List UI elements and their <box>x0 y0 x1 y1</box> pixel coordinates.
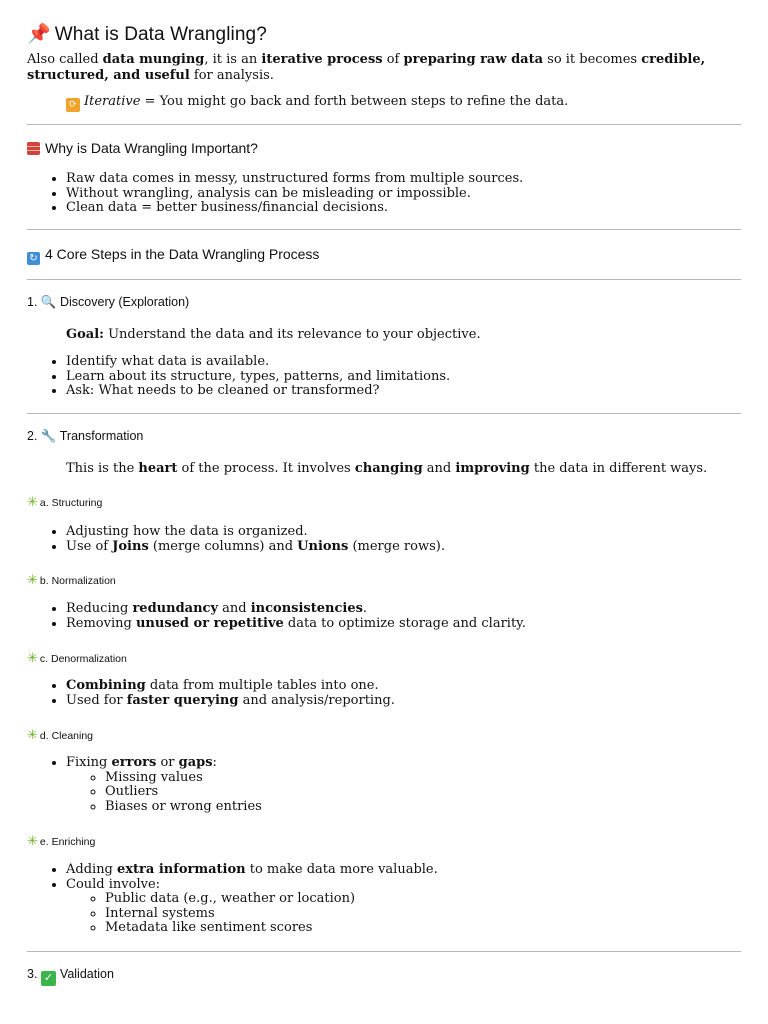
enriching-sublist <box>66 892 438 936</box>
validation-heading <box>27 967 114 986</box>
item-bold: gaps <box>178 755 213 770</box>
para-text: the data in different ways. <box>529 461 708 476</box>
item-bold: unused or repetitive <box>135 615 284 631</box>
transformation-intro <box>66 461 707 477</box>
discovery-heading <box>27 295 189 310</box>
why-list <box>27 172 523 216</box>
intro-text: so it becomes <box>543 52 642 67</box>
item-text: Could involve: <box>66 876 161 892</box>
normalization-heading-text: b. Normalization <box>39 575 116 587</box>
list-item <box>66 756 262 814</box>
para-text: of the process. It involves <box>177 461 355 476</box>
sparkle-icon: ✳ <box>27 833 38 848</box>
para-bold: heart <box>138 461 178 476</box>
page-title <box>27 22 267 46</box>
list-item <box>66 863 438 878</box>
item-text: Fixing <box>66 755 112 770</box>
step-number: 1. <box>27 295 38 309</box>
core-steps-heading-text: 4 Core Steps in the Data Wrangling Process <box>45 246 320 262</box>
cycle-icon: ↻ <box>27 252 40 265</box>
divider <box>27 124 741 125</box>
list-item: • Adjusting how the data is organized. <box>66 525 445 540</box>
normalization-heading <box>27 572 116 588</box>
item-bold: extra information <box>117 862 246 877</box>
list-item: • Without wrangling, analysis can be misleading or impossible. <box>66 187 523 202</box>
item-text: (merge rows). <box>348 538 445 554</box>
iterative-text: = You might go back and forth between steps to refine the data. <box>140 94 569 109</box>
item-bold: inconsistencies <box>250 601 363 616</box>
item-text: or <box>156 755 179 770</box>
item-text: . <box>362 601 368 616</box>
list-item: ◦ Public data (e.g., weather or location) <box>105 892 438 907</box>
list-item <box>66 602 526 617</box>
item-text: Used for <box>66 692 127 708</box>
validation-heading-text: Validation <box>59 967 114 981</box>
item-text: Reducing <box>66 601 133 616</box>
list-item: • Clean data = better business/financial decisions. <box>66 201 523 216</box>
sparkle-icon: ✳ <box>27 727 38 742</box>
cleaning-sublist <box>66 771 262 815</box>
cleaning-heading <box>27 727 93 743</box>
item-text: : <box>212 755 217 770</box>
discovery-heading-text: Discovery (Exploration) <box>59 295 190 309</box>
page-title-text: What is Data Wrangling? <box>54 24 267 45</box>
repeat-icon: ⟳ <box>66 98 80 112</box>
intro-text: , it is an <box>204 52 262 67</box>
cleaning-list <box>27 756 262 814</box>
intro-text: for analysis. <box>189 68 274 83</box>
divider <box>27 279 741 280</box>
list-item: • Ask: What needs to be cleaned or transformed? <box>66 384 450 399</box>
list-item <box>66 679 395 694</box>
intro-bold: credible, structured, and useful <box>27 52 706 83</box>
item-text: to make data more valuable. <box>245 862 438 877</box>
list-item: ◦ Biases or wrong entries <box>105 800 262 815</box>
intro-paragraph <box>27 52 741 84</box>
cleaning-heading-text: d. Cleaning <box>39 730 94 742</box>
list-item: ◦ Metadata like sentiment scores <box>105 921 438 936</box>
magnifier-icon: 🔍 <box>40 295 57 309</box>
item-bold: Joins <box>112 538 149 554</box>
pushpin-icon: 📌 <box>27 24 51 45</box>
wrench-icon: 🔧 <box>40 429 57 443</box>
sparkle-icon: ✳ <box>27 650 38 665</box>
para-bold: changing <box>354 461 423 476</box>
item-text: Use of <box>66 538 113 554</box>
intro-bold: preparing raw data <box>403 52 544 67</box>
list-item <box>66 878 438 936</box>
why-heading-text: Why is Data Wrangling Important? <box>45 140 258 156</box>
brick-icon <box>27 142 40 155</box>
intro-text: of <box>382 52 404 67</box>
item-bold: faster querying <box>126 692 239 708</box>
list-item: • Identify what data is available. <box>66 355 450 370</box>
discovery-goal <box>66 327 481 343</box>
check-icon: ✓ <box>41 971 56 986</box>
list-item: ◦ Missing values <box>105 771 262 786</box>
item-text: data to optimize storage and clarity. <box>283 615 526 631</box>
goal-label: Goal: <box>66 327 104 342</box>
list-item <box>66 617 526 632</box>
intro-bold: data munging <box>102 52 205 67</box>
enriching-list <box>27 863 438 936</box>
list-item: ◦ Internal systems <box>105 907 438 922</box>
sparkle-icon: ✳ <box>27 572 38 587</box>
divider <box>27 229 741 230</box>
item-bold: Unions <box>297 538 349 554</box>
enriching-heading <box>27 833 95 849</box>
para-bold: improving <box>455 461 530 476</box>
intro-bold: iterative process <box>261 52 383 67</box>
item-bold: Combining <box>66 678 146 693</box>
item-text: Adding <box>66 862 118 877</box>
list-item: • Learn about its structure, types, patterns, and limitations. <box>66 370 450 385</box>
transformation-heading-text: Transformation <box>59 429 144 443</box>
item-text: and <box>218 601 251 616</box>
goal-text: Understand the data and its relevance to your objective. <box>103 327 481 342</box>
item-bold: errors <box>111 755 157 770</box>
divider <box>27 951 741 952</box>
structuring-list <box>27 525 445 554</box>
intro-text: Also called <box>27 52 103 67</box>
why-heading <box>27 140 258 156</box>
transformation-heading <box>27 429 143 444</box>
discovery-list <box>27 355 450 399</box>
sparkle-icon: ✳ <box>27 494 38 509</box>
item-text: Removing <box>66 615 136 631</box>
para-text: and <box>422 461 456 476</box>
structuring-heading-text: a. Structuring <box>39 497 103 509</box>
step-number: 2. <box>27 429 38 443</box>
list-item: • Raw data comes in messy, unstructured forms from multiple sources. <box>66 172 523 187</box>
denormalization-heading-text: c. Denormalization <box>39 653 127 665</box>
item-bold: redundancy <box>132 601 219 616</box>
list-item <box>66 694 395 709</box>
list-item: ◦ Outliers <box>105 785 262 800</box>
denormalization-heading <box>27 650 127 666</box>
list-item <box>66 540 445 555</box>
core-steps-heading <box>27 246 319 265</box>
item-text: and analysis/reporting. <box>238 692 395 708</box>
enriching-heading-text: e. Enriching <box>39 836 96 848</box>
normalization-list <box>27 602 526 631</box>
iterative-note <box>66 94 568 112</box>
para-text: This is the <box>66 461 139 476</box>
structuring-heading <box>27 494 102 510</box>
iterative-term: Iterative <box>84 94 141 109</box>
denormalization-list <box>27 679 395 708</box>
step-number: 3. <box>27 967 38 981</box>
divider <box>27 413 741 414</box>
item-text: (merge columns) and <box>148 538 298 554</box>
item-text: data from multiple tables into one. <box>145 678 379 693</box>
